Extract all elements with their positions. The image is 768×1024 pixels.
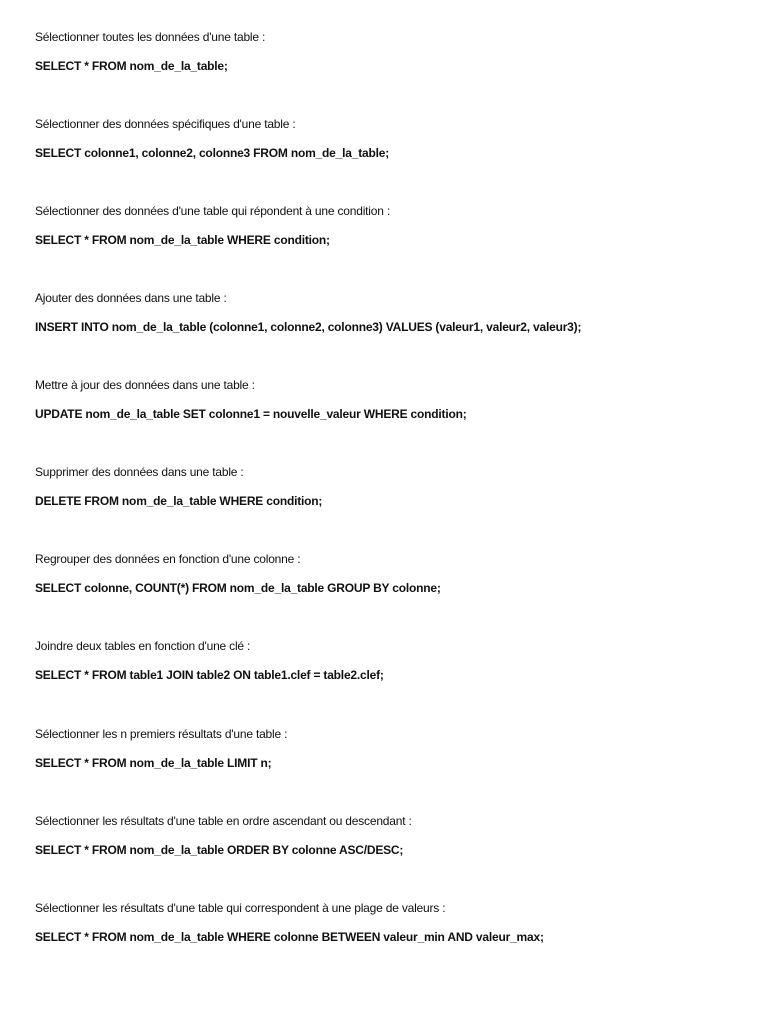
entry-sql-code: SELECT colonne, COUNT(*) FROM nom_de_la_table GROUP BY colonne; — [35, 581, 441, 595]
entry-sql-code: SELECT * FROM nom_de_la_table WHERE condition; — [35, 233, 330, 247]
sql-entry-update — [35, 378, 755, 421]
entry-description: Sélectionner les résultats d'une table qui correspondent à une plage de valeurs : — [35, 901, 446, 915]
entry-sql-code: SELECT * FROM nom_de_la_table LIMIT n; — [35, 756, 272, 770]
entry-description: Ajouter des données dans une table : — [35, 291, 227, 305]
sql-entry-group-by — [35, 552, 755, 595]
sql-entry-between — [35, 901, 755, 944]
entry-description: Sélectionner toutes les données d'une table : — [35, 30, 266, 44]
entry-description: Regrouper des données en fonction d'une colonne : — [35, 552, 301, 566]
entry-sql-code: SELECT * FROM nom_de_la_table; — [35, 59, 228, 73]
entry-sql-code: UPDATE nom_de_la_table SET colonne1 = nouvelle_valeur WHERE condition; — [35, 407, 467, 421]
entry-description: Sélectionner les résultats d'une table en ordre ascendant ou descendant : — [35, 814, 412, 828]
entry-sql-code: SELECT * FROM nom_de_la_table WHERE colonne BETWEEN valeur_min AND valeur_max; — [35, 930, 544, 944]
entry-description: Supprimer des données dans une table : — [35, 465, 244, 479]
sql-entry-insert — [35, 291, 755, 334]
sql-entry-order-by — [35, 814, 755, 857]
entry-description: Joindre deux tables en fonction d'une clé : — [35, 639, 251, 653]
sql-entry-join — [35, 639, 755, 682]
entry-sql-code: SELECT * FROM table1 JOIN table2 ON table1.clef = table2.clef; — [35, 668, 384, 682]
entry-sql-code: SELECT * FROM nom_de_la_table ORDER BY colonne ASC/DESC; — [35, 843, 404, 857]
sql-entry-select-columns — [35, 117, 755, 160]
sql-entry-limit — [35, 727, 755, 770]
sql-entry-select-where — [35, 204, 755, 247]
entry-description: Sélectionner les n premiers résultats d'une table : — [35, 727, 288, 741]
entry-sql-code: SELECT colonne1, colonne2, colonne3 FROM nom_de_la_table; — [35, 146, 389, 160]
sql-entry-select-all — [35, 30, 755, 73]
entry-description: Sélectionner des données d'une table qui répondent à une condition : — [35, 204, 390, 218]
entry-sql-code: INSERT INTO nom_de_la_table (colonne1, colonne2, colonne3) VALUES (valeur1, valeur2, valeur3); — [35, 320, 582, 334]
entry-description: Sélectionner des données spécifiques d'une table : — [35, 117, 296, 131]
sql-entry-delete — [35, 465, 755, 508]
entry-sql-code: DELETE FROM nom_de_la_table WHERE condition; — [35, 494, 323, 508]
entry-description: Mettre à jour des données dans une table : — [35, 378, 255, 392]
